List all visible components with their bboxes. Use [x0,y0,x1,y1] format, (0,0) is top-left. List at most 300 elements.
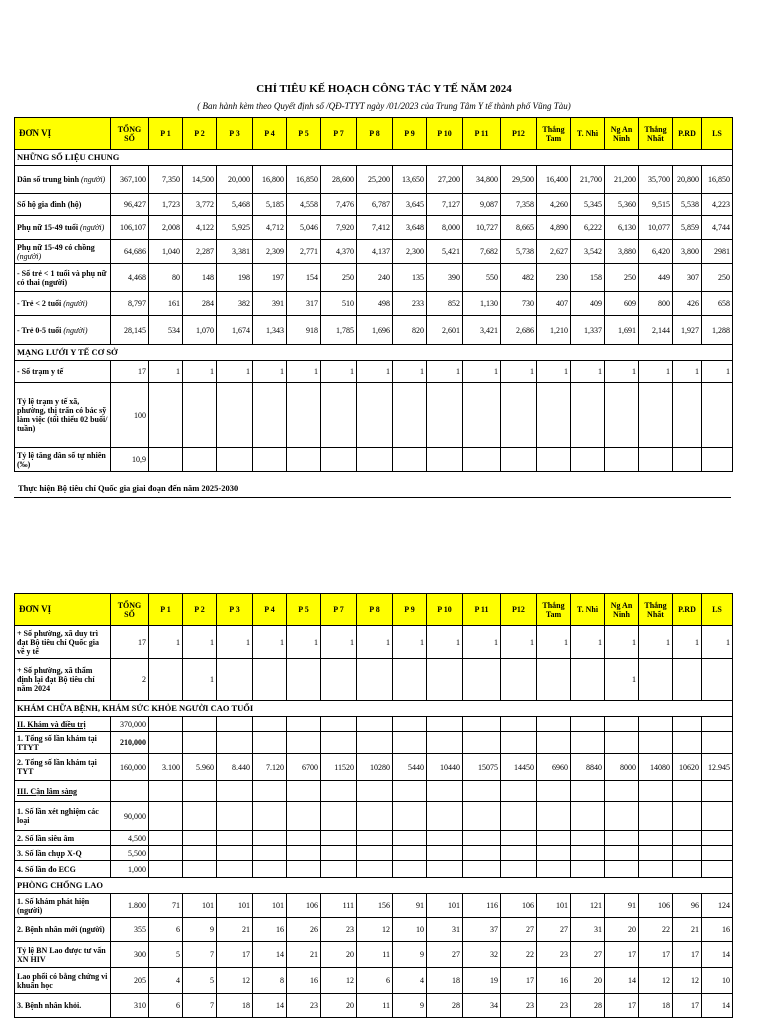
header-row [15,594,733,626]
header-cell: P 1 [149,118,183,150]
cell-value: 34 [463,994,501,1018]
cell-value [639,659,673,701]
row-label-text: Tỷ lệ tăng dân số tự nhiên (‰) [17,450,106,469]
header-cell: P 3 [217,118,253,150]
section-title: MẠNG LƯỚI Y TẾ CƠ SỞ [15,345,733,361]
cell-value: 1,288 [702,316,733,345]
cell-value: 27 [501,918,537,942]
table-row [15,831,733,846]
cell-value [357,732,393,754]
cell-value [287,861,321,878]
cell-value: 111 [321,894,357,918]
cell-value: 8.440 [217,754,253,781]
cell-value [639,448,673,472]
footer-rule [14,497,731,498]
cell-value: 12 [321,968,357,994]
cell-value [463,659,501,701]
cell-value [702,831,733,846]
cell-value: 4 [149,968,183,994]
cell-value: 2,287 [183,240,217,264]
cell-value [537,861,571,878]
header-cell: P 11 [463,594,501,626]
cell-value [463,846,501,861]
cell-value: 161 [149,292,183,316]
cell-value [673,717,702,732]
cell-value [605,781,639,802]
cell-value: 250 [702,264,733,292]
cell-value [287,831,321,846]
cell-value: 5,538 [673,194,702,216]
cell-value: 91 [605,894,639,918]
row-label-text: + Số phường, xã thẩm định lại đạt Bộ tiêu chí năm 2024 [17,666,95,693]
cell-value: 1 [217,626,253,659]
cell-value: 1 [357,361,393,383]
cell-value: 17 [639,942,673,968]
section-title: PHÒNG CHỐNG LAO [15,878,733,894]
cell-value: 4,500 [111,831,149,846]
cell-value [253,861,287,878]
cell-value: 1,337 [571,316,605,345]
cell-value [253,659,287,701]
cell-value [357,831,393,846]
cell-value [183,448,217,472]
row-label [15,361,111,383]
cell-value: 23 [537,994,571,1018]
cell-value [501,831,537,846]
cell-value [702,717,733,732]
cell-value [673,831,702,846]
cell-value: 14,500 [183,166,217,194]
cell-value [702,732,733,754]
cell-value [183,861,217,878]
cell-value: 31 [571,918,605,942]
cell-value: 3,542 [571,240,605,264]
header-cell: P 4 [253,118,287,150]
cell-value [537,802,571,831]
cell-value [357,448,393,472]
cell-value: 382 [217,292,253,316]
cell-value: 21,700 [571,166,605,194]
cell-value [183,846,217,861]
cell-value [463,448,501,472]
cell-value: 240 [357,264,393,292]
cell-value: 22 [639,918,673,942]
cell-value: 25,200 [357,166,393,194]
cell-value: 31 [427,918,463,942]
cell-value: 11 [357,942,393,968]
cell-value: 7,920 [321,216,357,240]
cell-value: 1,674 [217,316,253,345]
cell-value: 28,145 [111,316,149,345]
cell-value: 16 [287,968,321,994]
row-unit-note: (người) [63,325,88,335]
cell-value: 27 [571,942,605,968]
cell-value [571,781,605,802]
cell-value [357,802,393,831]
cell-value [605,802,639,831]
cell-value: 1.800 [111,894,149,918]
cell-value [357,383,393,448]
cell-value [217,861,253,878]
cell-value: 1 [149,361,183,383]
cell-value: 4,260 [537,194,571,216]
cell-value: 15075 [463,754,501,781]
page-title: CHỈ TIÊU KẾ HOẠCH CÔNG TÁC Y TẾ NĂM 2024 [256,83,512,95]
cell-value: 17 [501,968,537,994]
cell-value: 160,000 [111,754,149,781]
row-label-text: Lao phổi có bằng chứng vi khuẩn học [17,971,108,990]
header-cell: P 9 [393,594,427,626]
cell-value: 16 [253,918,287,942]
header-cell: P 9 [393,118,427,150]
cell-value: 18 [639,994,673,1018]
cell-value [463,383,501,448]
row-label-text: 1. Số khám phát hiện (người) [17,896,90,915]
header-cell: TỔNG SỐ [111,118,149,150]
row-label [15,166,111,194]
cell-value [183,831,217,846]
cell-value [321,861,357,878]
row-label-text: - Số trẻ < 1 tuổi và phụ nữ có thai (người) [17,268,107,287]
cell-value: 21 [287,942,321,968]
cell-value: 10,9 [111,448,149,472]
cell-value [501,448,537,472]
cell-value: 1 [639,361,673,383]
cell-value: 2981 [702,240,733,264]
cell-value [393,659,427,701]
cell-value: 106,107 [111,216,149,240]
cell-value: 23 [501,994,537,1018]
cell-value: 23 [321,918,357,942]
cell-value: 106 [501,894,537,918]
header-cell: P 8 [357,594,393,626]
cell-value: 6 [357,968,393,994]
row-label [15,994,111,1018]
table-row [15,166,733,194]
cell-value: 4,712 [253,216,287,240]
cell-value: 1,696 [357,316,393,345]
cell-value: 14080 [639,754,673,781]
header-cell: T. Nhì [571,118,605,150]
header-cell: P 8 [357,118,393,150]
cell-value: 1 [253,361,287,383]
cell-value [702,781,733,802]
cell-value [537,732,571,754]
cell-value: 28 [571,994,605,1018]
header-cell: P 11 [463,118,501,150]
cell-value [501,732,537,754]
cell-value [673,659,702,701]
cell-value: 17 [111,361,149,383]
table-row [15,659,733,701]
cell-value: 449 [639,264,673,292]
section-title: NHỮNG SỐ LIỆU CHUNG [15,150,733,166]
cell-value: 121 [571,894,605,918]
cell-value: 3,381 [217,240,253,264]
cell-value: 3,880 [605,240,639,264]
row-label [15,292,111,316]
cell-value: 205 [111,968,149,994]
cell-value: 14 [253,994,287,1018]
cell-value [183,781,217,802]
row-unit-note: (người) [81,175,106,184]
cell-value: 27 [537,918,571,942]
cell-value [321,448,357,472]
cell-value [427,383,463,448]
cell-value: 233 [393,292,427,316]
cell-value: 230 [537,264,571,292]
cell-value: 1 [149,626,183,659]
cell-value: 5 [149,942,183,968]
header-cell: P 3 [217,594,253,626]
header-cell: ĐƠN VỊ [15,594,111,626]
cell-value [253,732,287,754]
cell-value: 4,558 [287,194,321,216]
row-label [15,754,111,781]
cell-value: 8,665 [501,216,537,240]
row-label-text: 1. Số lần xét nghiệm các loại [17,807,99,825]
header-cell: Thắng Nhất [639,118,673,150]
cell-value [501,861,537,878]
table-row [15,626,733,659]
cell-value: 284 [183,292,217,316]
cell-value: 10,077 [639,216,673,240]
cell-value: 1 [605,659,639,701]
cell-value: 1 [463,361,501,383]
cell-value [427,732,463,754]
cell-value: 198 [217,264,253,292]
header-cell: P 7 [321,594,357,626]
cell-value [287,846,321,861]
cell-value: 71 [149,894,183,918]
cell-value: 1 [183,626,217,659]
header-cell: P 4 [253,594,287,626]
section-row [15,150,733,166]
cell-value: 21 [673,918,702,942]
cell-value [393,846,427,861]
cell-value: 32 [463,942,501,968]
cell-value: 101 [217,894,253,918]
cell-value: 1 [673,361,702,383]
row-label-text: - Trẻ 0-5 tuổi [17,325,62,335]
cell-value: 2,144 [639,316,673,345]
cell-value [571,717,605,732]
cell-value [537,781,571,802]
row-label [15,194,111,216]
cell-value: 18 [427,968,463,994]
cell-value: 8,797 [111,292,149,316]
cell-value [537,383,571,448]
cell-value [149,846,183,861]
cell-value [673,802,702,831]
cell-value [501,781,537,802]
cell-value [183,732,217,754]
cell-value [673,448,702,472]
cell-value [463,861,501,878]
cell-value [287,781,321,802]
cell-value [393,831,427,846]
cell-value [639,781,673,802]
cell-value [357,846,393,861]
cell-value: 4,890 [537,216,571,240]
cell-value [639,831,673,846]
cell-value: 1,927 [673,316,702,345]
cell-value: 28,600 [321,166,357,194]
cell-value: 12 [217,968,253,994]
cell-value: 5,468 [217,194,253,216]
cell-value [605,448,639,472]
table-row [15,894,733,918]
table-row [15,292,733,316]
header-cell: TỔNG SỐ [111,594,149,626]
cell-value: 7,350 [149,166,183,194]
cell-value: 17 [217,942,253,968]
cell-value: 20 [321,994,357,1018]
cell-value: 1,000 [111,861,149,878]
row-label-text: Phụ nữ 15-49 có chồng [17,242,95,252]
cell-value: 135 [393,264,427,292]
row-label-text: 2. Số lần siêu âm [17,833,75,843]
cell-value: 9 [393,942,427,968]
cell-value: 100 [111,383,149,448]
header-cell: P.RD [673,118,702,150]
cell-value [393,383,427,448]
cell-value: 1 [393,361,427,383]
cell-value: 20,800 [673,166,702,194]
cell-value: 9,087 [463,194,501,216]
cell-value: 158 [571,264,605,292]
cell-value [217,846,253,861]
cell-value [321,717,357,732]
table-row [15,846,733,861]
cell-value: 1 [287,626,321,659]
header-row [15,118,733,150]
cell-value: 5,859 [673,216,702,240]
row-label-text: 1. Tổng số lần khám tại TTYT [17,733,97,752]
cell-value: 1 [673,626,702,659]
table-row [15,942,733,968]
header-cell: T. Nhì [571,594,605,626]
cell-value: 250 [605,264,639,292]
cell-value [393,448,427,472]
header-cell: P12 [501,118,537,150]
row-label [15,240,111,264]
cell-value [217,659,253,701]
row-label-text: III. Cận lâm sàng [17,786,78,796]
cell-value: 5,500 [111,846,149,861]
cell-value: 1 [183,659,217,701]
cell-value: 90,000 [111,802,149,831]
row-label [15,316,111,345]
cell-value: 35,700 [639,166,673,194]
header-cell: P 5 [287,118,321,150]
row-label [15,918,111,942]
cell-value: 91 [393,894,427,918]
row-label [15,448,111,472]
cell-value [673,846,702,861]
cell-value [427,781,463,802]
cell-value: 5,345 [571,194,605,216]
cell-value: 4 [393,968,427,994]
cell-value: 355 [111,918,149,942]
header-cell: LS [702,118,733,150]
cell-value: 2,627 [537,240,571,264]
cell-value: 12.945 [702,754,733,781]
cell-value: 9 [393,994,427,1018]
cell-value [253,448,287,472]
cell-value: 1,040 [149,240,183,264]
cell-value: 1 [357,626,393,659]
cell-value: 154 [287,264,321,292]
cell-value: 1,130 [463,292,501,316]
cell-value [253,802,287,831]
cell-value: 5,185 [253,194,287,216]
row-label-text: 2. Tổng số lần khám tại TYT [17,758,97,776]
section-row [15,878,733,894]
row-label-text: II. Khám và điều trị [17,719,86,729]
cell-value: 510 [321,292,357,316]
cell-value [605,831,639,846]
cell-value: 23 [537,942,571,968]
cell-value [321,659,357,701]
cell-value: 17 [673,942,702,968]
cell-value [321,846,357,861]
cell-value: 1 [183,361,217,383]
cell-value: 16,850 [702,166,733,194]
cell-value: 1 [639,626,673,659]
cell-value [427,659,463,701]
row-label-text: - Số trạm y tế [17,367,64,376]
cell-value: 4,744 [702,216,733,240]
cell-value [393,802,427,831]
cell-value [427,861,463,878]
row-label [15,968,111,994]
cell-value: 1 [427,361,463,383]
row-label-text: + Số phường, xã duy trì đạt Bộ tiêu chí Quốc gia về y tế [17,628,100,656]
cell-value [217,732,253,754]
cell-value: 7,358 [501,194,537,216]
cell-value [321,781,357,802]
cell-value: 5440 [393,754,427,781]
cell-value [571,732,605,754]
cell-value: 23 [287,994,321,1018]
cell-value [321,732,357,754]
cell-value: 317 [287,292,321,316]
cell-value [639,717,673,732]
cell-value: 148 [183,264,217,292]
cell-value [463,732,501,754]
table-row [15,968,733,994]
cell-value: 1 [571,361,605,383]
row-label [15,216,111,240]
header-cell: P 10 [427,118,463,150]
cell-value [217,802,253,831]
cell-value: 1 [427,626,463,659]
cell-value: 156 [357,894,393,918]
cell-value [217,781,253,802]
cell-value: 1 [571,626,605,659]
cell-value [287,383,321,448]
cell-value: 17 [111,626,149,659]
plan-table-1 [14,117,733,472]
cell-value: 106 [287,894,321,918]
cell-value: 101 [253,894,287,918]
cell-value [427,802,463,831]
cell-value: 101 [537,894,571,918]
row-unit-note: (người) [63,299,88,308]
cell-value [639,732,673,754]
cell-value [357,717,393,732]
